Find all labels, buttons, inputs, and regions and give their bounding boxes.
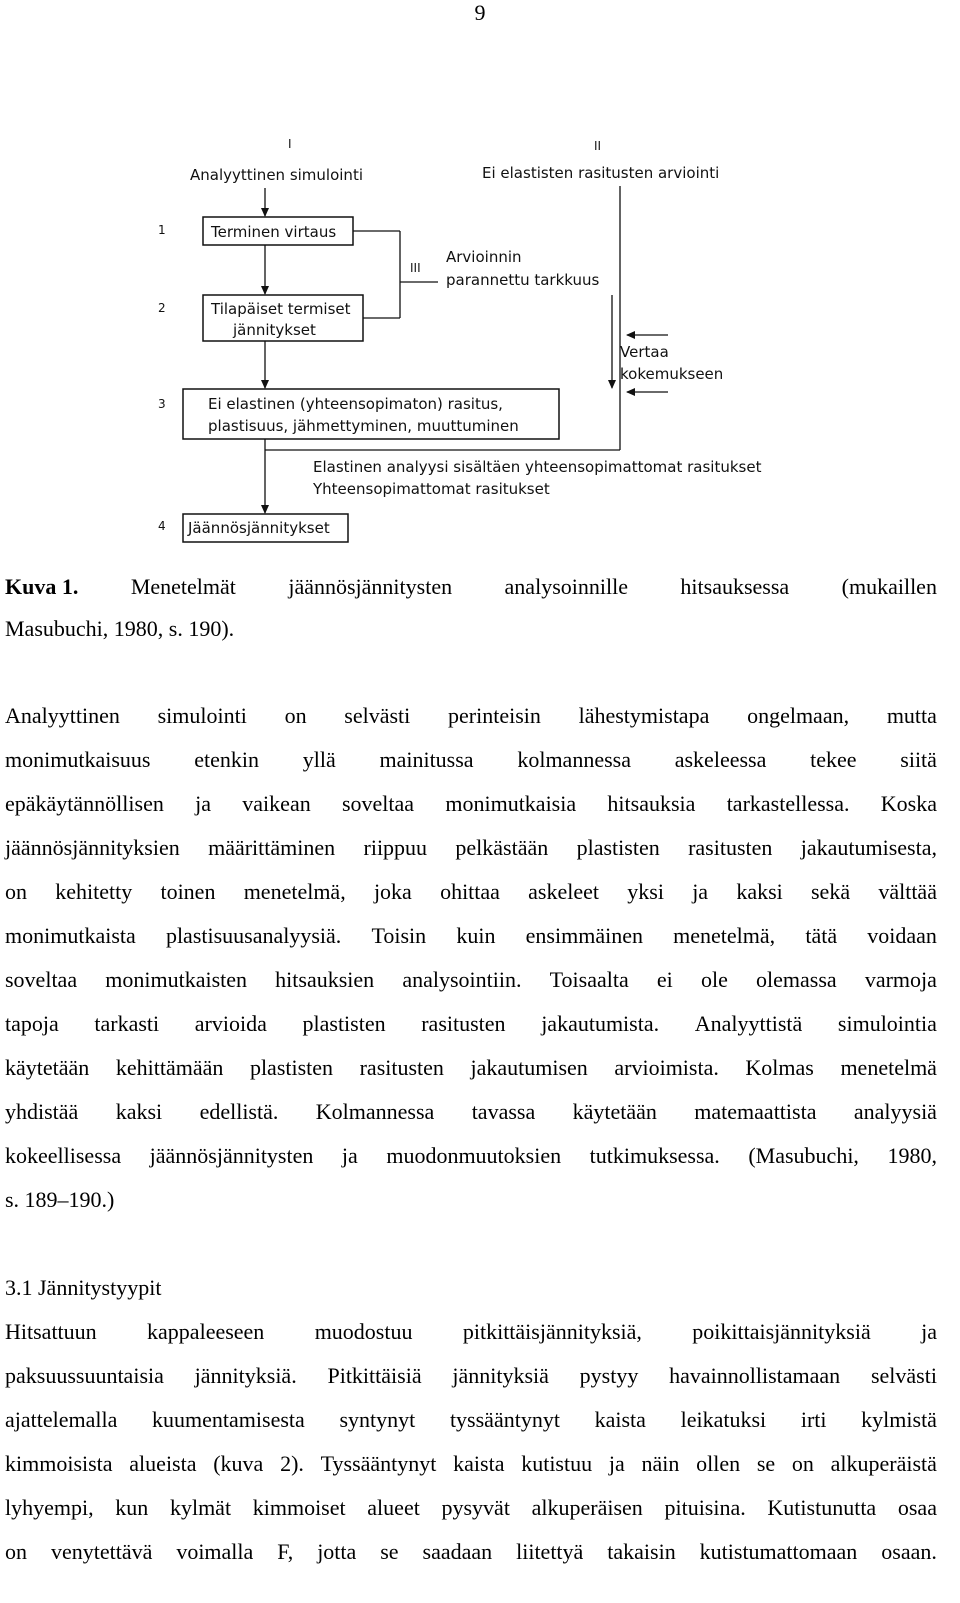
elastinen-label-line1: Elastinen analyysi sisältäen yhteensopimattomat rasitukset: [313, 458, 762, 476]
paragraph-line: monimutkaisuus etenkin yllä mainitussa kolmannessa askeleessa tekee siitä: [5, 747, 937, 772]
step-4-label: Jäännösjännitykset: [188, 519, 330, 537]
paragraph-line: kimmoisista alueista (kuva 2). Tyssääntynyt kaista kutistuu ja näin ollen se on alkuperäistä: [5, 1451, 937, 1476]
paragraph-line: on kehitetty toinen menetelmä, joka ohittaa askeleet yksi ja kaksi sekä välttää: [5, 879, 937, 904]
roman-numeral-ii: II: [594, 139, 602, 153]
caption-line-1: [5, 566, 937, 608]
caption-word: jäännösjännitysten: [288, 574, 453, 599]
caption-word: hitsauksessa: [680, 574, 790, 599]
body-paragraph-1: [5, 694, 937, 1222]
paragraph-line: kokeellisessa jäännösjännitysten ja muodonmuutoksien tutkimuksessa. (Masubuchi, 1980,: [5, 1143, 937, 1168]
paragraph-line: paksuussuuntaisia jännityksiä. Pitkittäisiä jännityksiä pystyy havainnollistamaan selvästi: [5, 1363, 937, 1388]
paragraph-line: monimutkaista plastisuusanalyysiä. Toisin kuin ensimmäinen menetelmä, tätä voidaan: [5, 923, 937, 948]
section-heading: 3.1 Jännitystyypit: [5, 1275, 162, 1300]
step-2-label-line1: Tilapäiset termiset: [211, 300, 351, 318]
paragraph-line: yhdistää kaksi edellistä. Kolmannessa tavassa käytetään matemaattista analyysiä: [5, 1099, 937, 1124]
paragraph-line: Analyyttinen simulointi on selvästi perinteisin lähestymistapa ongelmaan, mutta: [5, 703, 937, 728]
diagram-svg: [148, 130, 788, 560]
step-number-3: 3: [158, 397, 166, 411]
methods-diagram: [148, 130, 788, 560]
page-number: 9: [474, 0, 486, 25]
paragraph-line: on venytettävä voimalla F, jotta se saadaan liitettyä takaisin kutistumattomaan osaan.: [5, 1539, 937, 1564]
paragraph-line: Hitsattuun kappaleeseen muodostuu pitkittäisjännityksiä, poikittaisjännityksiä ja: [5, 1319, 937, 1344]
step-number-2: 2: [158, 301, 166, 315]
arviointi-label-line2: parannettu tarkkuus: [446, 271, 600, 289]
paragraph-line: soveltaa monimutkaisten hitsauksien analysointiin. Toisaalta ei ole olemassa varmoja: [5, 967, 937, 992]
roman-numeral-iii: III: [410, 261, 421, 275]
step-3-label-line2: plastisuus, jähmettyminen, muuttuminen: [208, 417, 519, 435]
paragraph-line: jäännösjännityksien määrittäminen riippuu pelkästään plastisten rasitusten jakautumisesta,: [5, 835, 937, 860]
caption-label: Kuva 1.: [5, 574, 79, 599]
paragraph-line: s. 189–190.): [5, 1187, 115, 1212]
paragraph-line: tapoja tarkasti arvioida plastisten rasitusten jakautumista. Analyyttistä simulointia: [5, 1011, 937, 1036]
step-1-label: Terminen virtaus: [211, 223, 337, 241]
figure-caption: [5, 566, 937, 650]
caption-word: Menetelmät: [130, 574, 236, 599]
paragraph-line: ajattelemalla kuumentamisesta syntynyt tyssääntynyt kaista leikatuksi irti kylmistä: [5, 1407, 937, 1432]
vertaa-label-line1: Vertaa: [620, 343, 669, 361]
paragraph-line: käytetään kehittämään plastisten rasitusten jakautumisen arvioimista. Kolmas menetelmä: [5, 1055, 937, 1080]
column-i-title: Analyyttinen simulointi: [190, 166, 363, 184]
caption-word: (mukaillen: [841, 574, 937, 599]
arviointi-label-line1: Arvioinnin: [446, 248, 522, 266]
paragraph-line: epäkäytännöllisen ja vaikean soveltaa monimutkaisia hitsauksia tarkastellessa. Koska: [5, 791, 937, 816]
column-ii-title: Ei elastisten rasitusten arviointi: [482, 164, 720, 182]
vertaa-label-line2: kokemukseen: [620, 365, 724, 383]
step-number-4: 4: [158, 519, 166, 533]
body-paragraph-2: [5, 1310, 937, 1574]
elastinen-label-line2: Yhteensopimattomat rasitukset: [313, 480, 550, 498]
step-3-label-line1: Ei elastinen (yhteensopimaton) rasitus,: [208, 395, 503, 413]
caption-line-2: Masubuchi, 1980, s. 190).: [5, 616, 235, 641]
caption-word: analysoinnille: [504, 574, 628, 599]
step-2-label-line2: jännitykset: [233, 321, 316, 339]
paragraph-line: lyhyempi, kun kylmät kimmoiset alueet pysyvät alkuperäisen pituisina. Kutistunutta osaa: [5, 1495, 937, 1520]
step-number-1: 1: [158, 223, 166, 237]
roman-numeral-i: I: [288, 137, 292, 151]
